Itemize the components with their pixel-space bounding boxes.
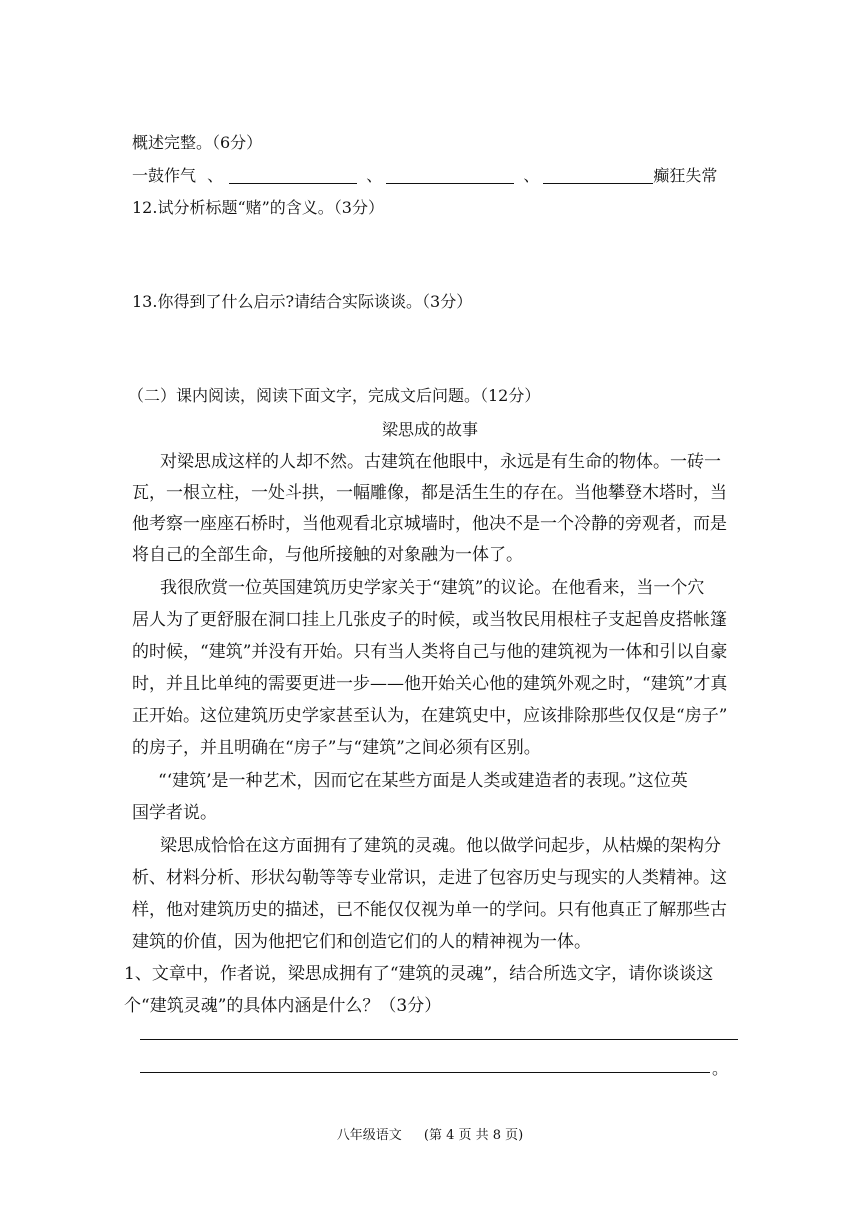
passage-line: 他考察一座座石桥时，当他观看北京城墙时，他决不是一个冷静的旁观者，而是 xyxy=(132,514,727,534)
passage-line: 我很欣赏一位英国建筑历史学家关于“建筑”的议论。在他看来，当一个穴 xyxy=(160,578,705,598)
passage-line: 的时候，“建筑”并没有开始。只有当人类将自己与他的建筑视为一体和引以自豪 xyxy=(132,642,728,662)
fill-blank-3[interactable] xyxy=(543,167,653,184)
question-1-line: 1、文章中，作者说，梁思成拥有了“建筑的灵魂”，结合所选文字，请你谈谈这 xyxy=(124,964,714,984)
fill-blank-2[interactable] xyxy=(386,167,514,184)
q11-fill-row xyxy=(132,166,717,186)
question-12: 12.试分析标题“赌”的含义。（3分） xyxy=(132,198,384,217)
footer-page-info: (第 4 页 共 8 页) xyxy=(423,1128,524,1143)
footer-subject: 八年级语文 xyxy=(336,1128,402,1143)
fill-sep-2: 、 xyxy=(366,166,383,185)
passage-line: 正开始。这位建筑历史学家甚至认为，在建筑史中，应该排除那些仅仅是“房子” xyxy=(132,706,728,726)
passage-line: 瓦，一根立柱，一处斗拱，一幅雕像，都是活生生的存在。当他攀登木塔时，当 xyxy=(132,483,727,503)
fill-first: 一鼓作气 xyxy=(132,166,197,185)
passage-line: 时，并且比单纯的需要更进一步——他开始关心他的建筑外观之时，“建筑”才真 xyxy=(132,674,728,694)
passage-line: 样，他对建筑历史的描述，已不能仅仅视为单一的学问。只有他真正了解那些古 xyxy=(132,900,727,920)
part2-heading: （二）课内阅读，阅读下面文字，完成文后问题。（12分） xyxy=(128,386,541,405)
page-footer xyxy=(0,1128,860,1144)
fill-sep-3: 、 xyxy=(523,166,540,185)
answer-line-1[interactable] xyxy=(140,1039,738,1040)
passage-line: 梁思成恰恰在这方面拥有了建筑的灵魂。他以做学问起步，从枯燥的架构分 xyxy=(160,836,721,856)
answer-line-2[interactable] xyxy=(140,1072,710,1073)
q11-prompt-tail: 概述完整。（6分） xyxy=(132,133,263,152)
passage-line: 的房子，并且明确在“房子”与“建筑”之间必须有区别。 xyxy=(132,738,541,758)
fill-blank-1[interactable] xyxy=(229,167,357,184)
passage-line: 居人为了更舒服在洞口挂上几张皮子的时候，或当牧民用根柱子支起兽皮搭帐篷 xyxy=(132,610,727,630)
passage-line: 国学者说。 xyxy=(132,803,217,823)
passage-line: “‘建筑’是一种艺术，因而它在某些方面是人类或建造者的表现。”这位英 xyxy=(158,771,688,791)
question-1-line: 个“建筑灵魂”的具体内涵是什么？（3分） xyxy=(124,996,442,1016)
fill-sep-1: 、 xyxy=(207,166,224,185)
passage-line: 建筑的价值，因为他把它们和创造它们的人的精神视为一体。 xyxy=(132,932,591,952)
passage-line: 析、材料分析、形状勾勒等等专业常识，走进了包容历史与现实的人类精神。这 xyxy=(132,868,727,888)
passage-line: 将自己的全部生命，与他所接触的对象融为一体了。 xyxy=(132,545,523,565)
passage-line: 对梁思成这样的人却不然。古建筑在他眼中，永远是有生命的物体。一砖一 xyxy=(160,452,721,472)
question-13: 13.你得到了什么启示?请结合实际谈谈。（3分） xyxy=(132,292,473,311)
fill-last: 癫狂失常 xyxy=(653,166,718,185)
passage-title: 梁思成的故事 xyxy=(381,420,478,439)
answer-end-mark: 。 xyxy=(712,1059,729,1078)
